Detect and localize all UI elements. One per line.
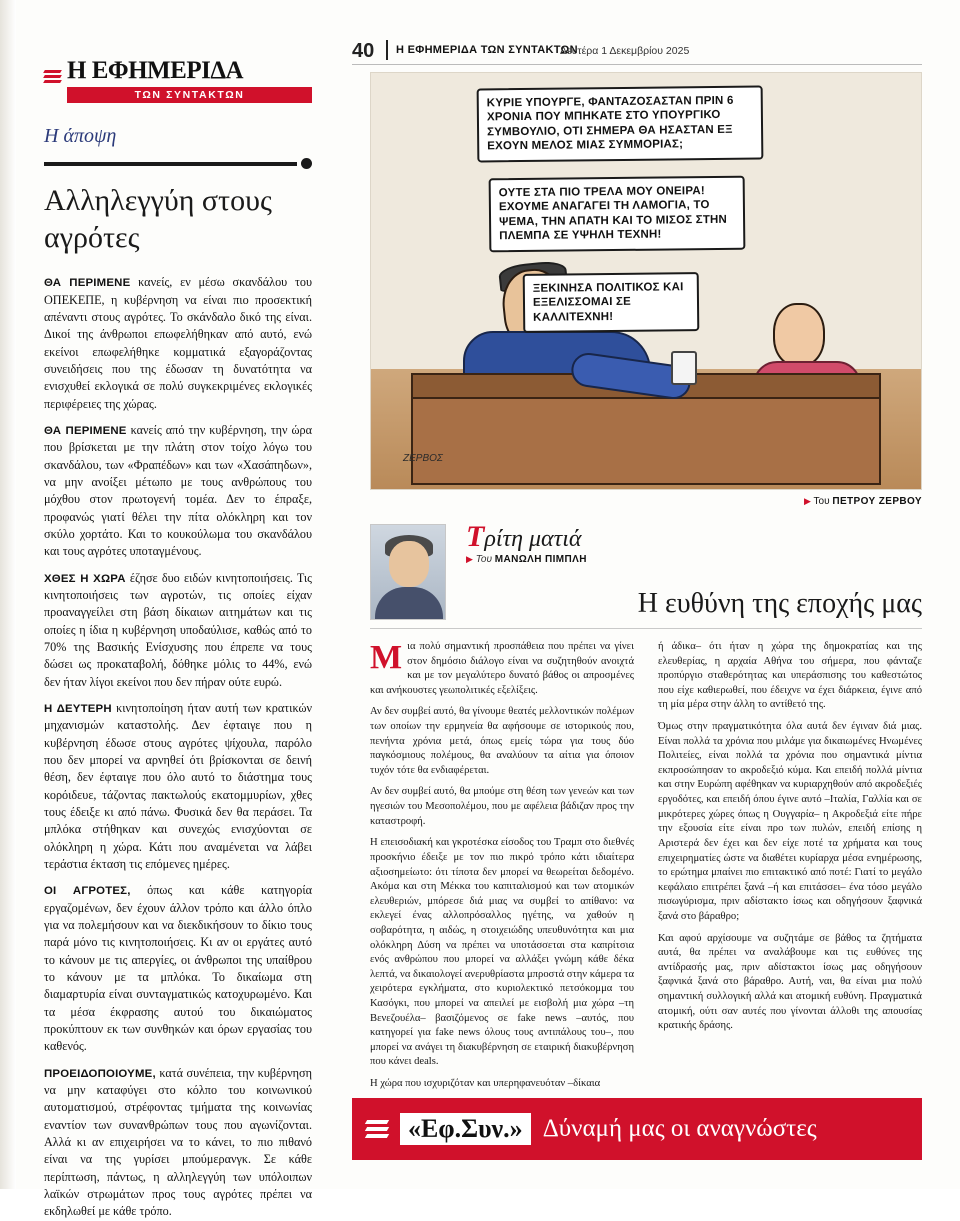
folio-rule (386, 40, 388, 60)
header-rule (352, 64, 922, 65)
paragraph-lead: Η ΔΕΥΤΕΡΗ (44, 702, 112, 715)
cartoon-credit-name: ΠΕΤΡΟΥ ΖΕΡΒΟΥ (832, 496, 922, 507)
editorial-paragraph (44, 422, 312, 561)
cartoon-credit (370, 496, 922, 507)
paragraph-lead: ΠΡΟΕΙΔΟΠΟΙΟΥΜΕ, (44, 1067, 156, 1080)
page-folio: 40 (352, 40, 375, 62)
masthead (44, 58, 312, 103)
column-byline (466, 554, 587, 565)
column-rule (370, 628, 922, 629)
masthead-arrows-icon (44, 70, 61, 83)
paragraph-lead: ΘΑ ΠΕΡΙΜΕΝΕ (44, 425, 127, 438)
banner-arrows-icon (366, 1120, 388, 1138)
cartoon-credit-prefix: Του (813, 496, 830, 507)
editorial-paragraph (44, 570, 312, 691)
section-dropcap: Τ (466, 520, 485, 553)
cartoon-desk-front (411, 399, 881, 485)
header-paper-name: Η ΕΦΗΜΕΡΙΔΑ ΤΩΝ ΣΥΝΤΑΚΤΩΝ (396, 44, 578, 56)
promo-banner (352, 1098, 922, 1160)
paragraph-lead: ΟΙ ΑΓΡΟΤΕΣ, (44, 885, 131, 898)
section-rest: ρίτη ματιά (484, 526, 582, 552)
triangle-icon: ▶ (466, 554, 473, 564)
editorial-cartoon (370, 72, 922, 490)
editorial-kicker: Η άποψη (44, 125, 117, 148)
paragraph-text: κανείς, εν μέσω σκανδάλου του ΟΠΕΚΕΠΕ, η κυβέρνηση να είναι πιο προσεκτική απέναντι στους αγρότες. Το σκάνδαλο δικό της είναι. Δικοί της άνθρωποι επωφελήθηκαν από αυτό, ενώ εκείνοι επωφελήθηκε κομματικά εξαγοράζοντας συνειδήσεις που της έδωσαν τη δυνατότητα να ενισχυθεί εκλογικά σε πολύ συγκεκριμένες εκλογικές περιφέρειες της χώρας. (44, 275, 313, 411)
column-left (370, 639, 634, 1090)
editorial-headline: Αλληλεγγύη στους αγρότες (44, 184, 272, 254)
paragraph-text: κατά συνέπεια, την κυβέρνηση να μην καταφύγει στο κόλπο του κοινωνικού αυτοματισμού, στρέφοντας τμήματα της κοινωνίας εναντίον των συνανθρώπων τους που αγωνίζονται. Αλλά κι αν επιχειρήσει να το κάνει, το πιο πιθανό είναι να της γυρίσει μπούμερανγκ. Σε κάθε περίπτωση, πάντως, η αλληλεγγύη των υπόλοιπων λαϊκών στρωμάτων προς τους αγρότες πρέπει να εκδηλωθεί με κάθε τρόπο. (44, 1065, 312, 1219)
cartoon-signature: ΖΕΡΒΟΣ (403, 453, 443, 464)
header-date: Δευτέρα 1 Δεκεμβρίου 2025 (560, 45, 690, 57)
column-body (370, 639, 922, 1090)
column-paragraph: ή άδικα– ότι ήταν η χώρα της δημοκρατίας και της ελευθερίας, η αρχαία Αθήνα του σήμερα, που φάνταζε προπύργιο σταθερότητας και υπεράσπισης του καθεστώτος που είχε καθιερωθεί, που έδειχνε να έχει διάρκεια, έγινε από τη μία μέρα στην άλλη το αντίθετό της. (658, 641, 922, 711)
divider-bar (44, 162, 297, 166)
paragraph-text: κινητοποίηση ήταν αυτή των κρατικών μηχανισμών καταστολής. Δεν έφταιγε που η κυβέρνηση έδωσε στους αγρότες ψίχουλα, παρόλο που δεν μπορεί να αρνηθεί ότι βρίσκονται σε δεινή θέση, δεν έφταιγε που όλο αυτό το διάστημα τους κορόιδευε, τάζοντας πακτωλούς εκατομμυρίων, χθες τους έδειξε κι από πάνω. Φυσικά δεν θα περάσει. Τα μπλόκα στήθηκαν και συνεχώς ενισχύονται σε ολόκληρη η χώρα. Κάτι που αναμένεται να λάβει τεράστια έκταση τις επόμενες ημέρες. (44, 700, 313, 871)
column-paragraph: Η χώρα που ισχυριζόταν και υπερηφανευόταν –δίκαια (370, 1078, 601, 1090)
banner-brand: «Εφ.Συν.» (400, 1113, 531, 1145)
cartoon-woman-head (773, 303, 825, 367)
editorial-paragraph (44, 700, 312, 873)
masthead-title: Η ΕΦΗΜΕΡΙΔΑ (67, 57, 244, 84)
editorial-paragraph (44, 274, 312, 413)
byline-prefix: Του (475, 554, 492, 565)
editorial-column (44, 57, 313, 1219)
banner-slogan: Δύναμή μας οι αναγνώστες (542, 1115, 817, 1142)
column-paragraph: Και αφού αρχίσουμε να συζητάμε σε βάθος τα ζητήματα αυτά, θα πρέπει να αναλάβουμε και τις ευθύνες της αντίδρασής μας, πριν αδίστακτοι ίσως μας οδηγήσουν ξαφνικά ξανά στο βάραθρο. Αυτή, ναι, θα είναι μια πολύ σημαντική συλλογική αλλά και ατομική ευθύνη. Πραγματικά ατομική, ούτι σαν αυτές που γίνονται άλλοθι της απουσίας κρατικής δράσης. (658, 932, 922, 1032)
column-section-label (466, 520, 582, 554)
editorial-paragraph (44, 882, 312, 1055)
page-edge-shadow (0, 0, 16, 1189)
masthead-subtitle: ΤΩΝ ΣΥΝΤΑΚΤΩΝ (67, 87, 312, 103)
cartoon-speech-bubble-2: ΟΥΤΕ ΣΤΑ ΠΙΟ ΤΡΕΛΑ ΜΟΥ ΟΝΕΙΡΑ! ΕΧΟΥΜΕ ΑΝΑΓΑΓΕΙ ΤΗ ΛΑΜΟΓΙΑ, ΤΟ ΨΕΜΑ, ΤΗΝ ΑΠΑΤΗ ΚΑΙ ΤΟ ΜΙΣΟΣ ΣΤΗΝ ΠΛΕΜΠΑ ΣΕ ΥΨΗΛΗ ΤΕΧΝΗ! (489, 176, 746, 252)
paragraph-text: έζησε δυο ειδών κινητοποιήσεις. Τις κινητοποιήσεις των αγροτών, τις οποίες είχαν προαναγγείλει στη βάση δίκαιων αιτημάτων και τις οποίες η ίδια η κυβέρνηση υποδαύλισε, καθώς από το 70% της Βασικής Ενίσχυσης που έπρεπε να τους δώσει ως προκαταβολή, δόθηκε μόλις το 44%, ενώ δεν ήταν λίγοι εκείνοι που δεν πήραν ούτε ευρώ. (44, 570, 313, 689)
divider-dot (301, 158, 312, 169)
column-title: Η ευθύνη της εποχής μας (637, 588, 922, 619)
column-paragraph: Η επεισοδιακή και γκροτέσκα είσοδος του Τραμπ στο διεθνές προσκήνιο έδειξε με τον πιο πικρό τρόπο κάτι ιδιαίτερα αξιοσημείωτο: ότι τίποτα δεν μπορεί να θεωρείται δεδομένο. Ακόμα και στη Μέκκα του καπιταλισμού και των ατομικών ελευθεριών, μπόρεσε διά μιας να συμβεί το απίθανο: να εκλεγεί ένας αλλοπρόσαλλος ηγέτης, να χαθούν η σοβαρότητα, η αιδώς, η στοιχειώδης υπευθυνότητα και μια ολόκληρη Δύση να πρέπει να υποτάσσεται στα καπρίτσια ενός ανθρώπου που μπορεί να αλλάξει γνώμη κάθε δέκα λεπτά, να δικαιολογεί ανερυθρίαστα μπροστά στην κάμερα τα χειρότερα εγκλήματα, στο κυριολεκτικό πετσόκομμα του Κασόγκι, που μπορεί να απειλεί με εισβολή μια χώρα –τη Βενεζουέλα– βασιζόμενος σε fake news –αυτός, που κατηγορεί για fake news όλους τους αντιπάλους του–, που μπορεί να ανάγει τη διακυβέρνηση σε εταιρική διακυβέρνηση που κάνει deals. (370, 837, 634, 1068)
paragraph-lead: ΘΑ ΠΕΡΙΜΕΝΕ (44, 277, 131, 290)
column-right (658, 640, 922, 1060)
triangle-icon: ▶ (803, 496, 811, 506)
cartoon-speech-bubble-1: ΚΥΡΙΕ ΥΠΟΥΡΓΕ, ΦΑΝΤΑΖΟΣΑΣΤΑΝ ΠΡΙΝ 6 ΧΡΟΝΙΑ ΠΟΥ ΜΠΗΚΑΤΕ ΣΤΟ ΥΠΟΥΡΓΙΚΟ ΣΥΜΒΟΥΛΙΟ, ΟΤΙ ΣΗΜΕΡΑ ΘΑ ΗΣΑΣΤΑΝ ΕΞ ΕΧΟΥΝ ΜΕΛΟΣ ΜΙΑΣ ΣΥΜΜΟΡΙΑΣ; (477, 86, 764, 162)
editorial-paragraph (44, 1065, 312, 1221)
cartoon-cup (671, 351, 697, 385)
column-paragraph: Μια πολύ σημαντική προσπάθεια που πρέπει να γίνει στον δημόσιο διάλογο είναι να συζητηθούν ανοιχτά και με τον μεγαλύτερο δυνατό βάθος οι απροσμένες και ανήκουστες γεωπολιτικές εξελίξεις. (370, 639, 634, 696)
editorial-divider (44, 158, 312, 169)
paragraph-text: κανείς από την κυβέρνηση, την ώρα που βρίσκεται με την πλάτη στον τοίχο λόγω του σκανδάλου, των «Φραπέδων» και των «Χασάπηδων», να μην ανοίξει μέτωπο με τους ανθρώπους του μόχθου στον πρωτογενή τομέα. Δεν το έπραξε, προφανώς γιατί θέλει την πίτα ολόκληρη και τον σκύλο χορτάτο. Και το κουκούλωμα του σκανδάλου και τους αγρότες υποταγμένους. (44, 423, 312, 559)
column-paragraph: Όμως στην πραγματικότητα όλα αυτά δεν έγιναν διά μιας. Είναι πολλά τα χρόνια που μιλάμε για δικαιωμένες Ηνωμένες Πολιτείες, είναι πολλά τα χρόνια που σημαντικά μίντια εκπροσώπησαν το ακροδεξιό κύμα. Και επειδή πολλά μίντια και στην Ευρώπη αφέθηκαν να κυριαρχηθούν από ακροδεξιές εργοδότες, και επειδή όπου έγινε αυτό –Ιταλία, Γαλλία και σε μικρότερες χώρες όπως η Ουγγαρία– η Ακροδεξιά είτε πήρε την εξουσία είτε είναι προ των πυλών, επειδή επίσης η Αριστερά δεν έχει και δεν είχε ποτέ τα χρήματα και τους επιχειρηματίες ώστε να διαθέτει κυρίαρχα μέσα ενημέρωσης, το ερώτημα μπαίνει πιο επιτακτικό από ποτέ: Γιατί το μεγάλο κεφάλαιο επιτρέπει ξανά –ή και επιτάσσει– ένα τόσο μεγάλο πισωγύρισμα, πριν αδίστακτο ίσως και οδηγήσουν ξαφνικά ξανά στο βάραθρο; (658, 721, 922, 922)
cartoon-speech-bubble-3: ΞΕΚΙΝΗΣΑ ΠΟΛΙΤΙΚΟΣ ΚΑΙ ΕΞΕΛΙΣΣΟΜΑΙ ΣΕ ΚΑΛΛΙΤΕΧΝΗ! (523, 272, 700, 333)
portrait-face (389, 541, 429, 587)
paragraph-text: όπως και κάθε κατηγορία εργαζομένων, δεν έχουν άλλον τρόπο και άλλο όπλο για να πολεμήσουν και να διεκδικήσουν το δίκιο τους παρά μόνο τις κινητοποιήσεις. Κι αν οι εργάτες αυτό το κάνουν με τις απεργίες, οι άνθρωποι της υπαίθρου το κάνουν με τα μπλόκα. Το δικαίωμα στη διαμαρτυρία είναι συνταγματικώς κατοχυρωμένο. Και τα μέσα έκφρασης αυτού του δικαιώματος προκύπτουν εκ των συνθηκών και όρων εργασίας του καθενός. (44, 883, 312, 1054)
byline-name: ΜΑΝΩΛΗ ΠΙΜΠΛΗ (494, 554, 587, 565)
column-paragraph: Αν δεν συμβεί αυτό, θα μπούμε στη θέση των γενεών και των ηγεσιών του Μεσοπολέμου, που με αφέλεια βάδιζαν προς την καταστροφή. (370, 786, 634, 827)
paragraph-lead: ΧΘΕΣ Η ΧΩΡΑ (44, 572, 126, 585)
column-paragraph: Αν δεν συμβεί αυτό, θα γίνουμε θεατές μελλοντικών πολέμων των οποίων την ερμηνεία θα αφήσουμε σε ιστορικούς που, πενήντα χρόνια μετά, όπως εμείς τώρα για τους δύο παγκόσμιους πολέμους, θα αναλύουν τα αίτια για όποιον τυχόν τότε θα ενδιαφέρεται. (370, 706, 634, 776)
editorial-body (44, 274, 312, 1220)
